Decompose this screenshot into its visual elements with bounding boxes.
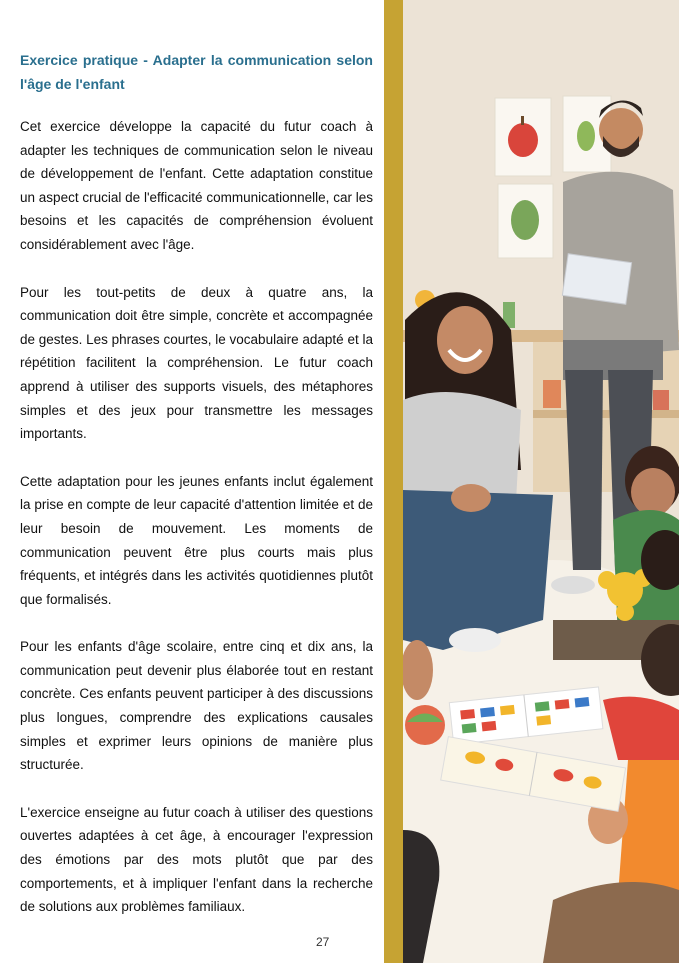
classroom-photo [403,0,679,963]
page-title: Exercice pratique - Adapter la communication selon l'âge de l'enfant [20,52,373,92]
paragraph-3: Cette adaptation pour les jeunes enfants inclut également la prise en compte de leur capacité d'attention limitée et de leur besoin de mouvement. Les moments de communication peuvent être plus courts mais plus fréquents, et intégrés dans les activités quotidiennes plutôt que formalisés. [20,473,373,607]
paragraph-1: Cet exercice développe la capacité du futur coach à adapter les techniques de communication selon le niveau de développement de l'enfant. Cette adaptation constitue un aspect crucial de l'efficacité communicationnelle, car les besoins et les capacités de compréhension évoluent considérablement avec l'âge. [20,119,373,252]
page-number: 27 [316,935,330,949]
paragraph-4: Pour les enfants d'âge scolaire, entre cinq et dix ans, la communication peut devenir plus élaborée tout en restant concrète. Ces enfants peuvent participer à des discussions plus longues, comprendre des explications causales simples et exprimer leurs opinions de manière plus structurée. [20,639,373,773]
text-column [20,48,373,943]
paragraph-2: Pour les tout-petits de deux à quatre ans, la communication doit être simple, concrète et accompagnée de gestes. Les phrases courtes, le vocabulaire adapté et la répétition facilitent la compréhension. Le futur coach apprend à utiliser des supports visuels, des métaphores simples et des jeux pour transmettre les messages importants. [20,284,373,442]
gold-accent-bar [384,0,403,963]
paragraph-5: L'exercice enseigne au futur coach à utiliser des questions ouvertes adaptées à cet âge, à encourager l'expression des émotions par des mots plutôt que par des comportements, et à impliquer l'enfant dans la recherche de solutions aux problèmes familiaux. [20,804,373,915]
